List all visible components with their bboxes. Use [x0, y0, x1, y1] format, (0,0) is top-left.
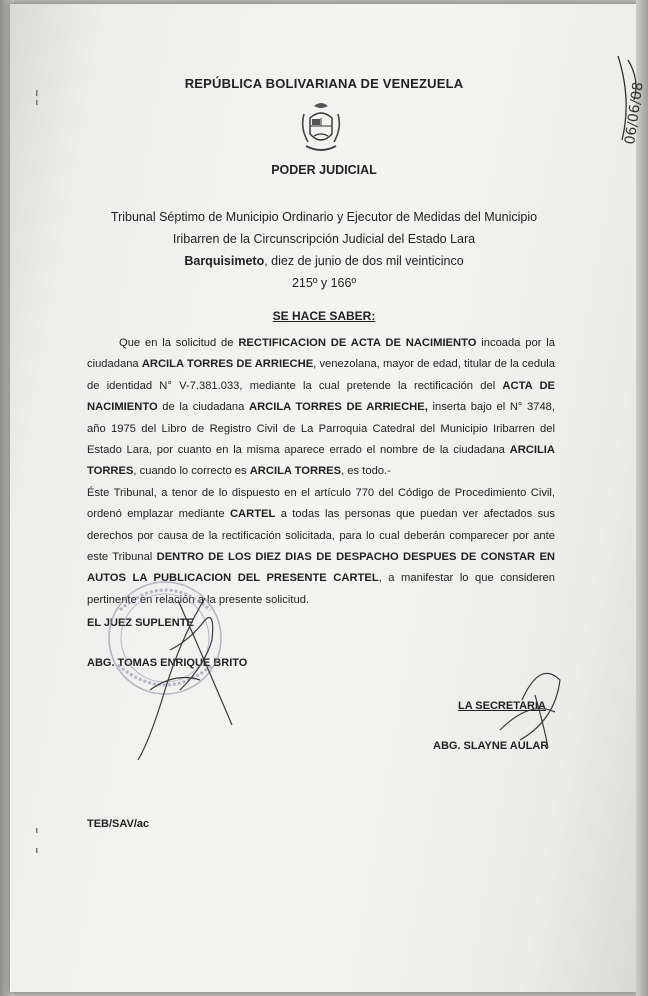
paragraph-2: Éste Tribunal, a tenor de lo dispuesto en el artículo 770 del Código de Procedimiento Civil, ordenó emplazar mediante CARTEL a todas las personas que puedan ver afectados sus derechos por causa de la rectificación solicitada, para lo cual deberán comparecer por ante este Tribunal DENTRO DE LOS DIEZ DIAS DE DESPACHO DESPUES DE CONSTAR EN AUTOS LA PUBLICACION DEL PRESENTE CARTEL, a manifestar lo que consideren pertinente en relación a la presente solicitud. — [87, 486, 556, 606]
tribunal-block — [60, 206, 588, 294]
tribunal-line-1: Tribunal Séptimo de Municipio Ordinario y Ejecutor de Medidas del Municipio — [110, 210, 538, 224]
document-reference: TEB/SAV/ac — [87, 818, 150, 830]
handwritten-margin-note: 06/06/08 — [622, 81, 647, 146]
secretary-title: LA SECRETARIA — [458, 700, 546, 712]
judge-name: ABG. TOMAS ENRIQUE BRITO — [87, 657, 248, 669]
notice-heading: SE HACE SABER: — [272, 309, 376, 323]
date-line — [60, 250, 588, 272]
notice-body — [87, 333, 555, 611]
date: , diez de junio de dos mil veinticinco — [264, 254, 464, 268]
document-title: REPÚBLICA BOLIVARIANA DE VENEZUELA — [184, 76, 464, 91]
secretary-name: ABG. SLAYNE AULAR — [433, 740, 549, 752]
tribunal-line-2: Iribarren de la Circunscripción Judicial del Estado Lara — [172, 232, 476, 246]
years-line: 215º y 166º — [291, 276, 357, 290]
scanner-right-edge — [636, 0, 648, 996]
judge-title: EL JUEZ SUPLENTE — [87, 617, 194, 629]
paragraph-1: Que en la solicitud de RECTIFICACION DE ACTA DE NACIMIENTO incoada por la ciudadana ARCILA TORRES DE ARRIECHE, venezolana, mayor de edad, titular de la cedula de identidad N° V-7.381.033, mediante la cual pretende la rectificación del ACTA DE NACIMIENTO de la ciudadana ARCILA TORRES DE ARRIECHE, inserta bajo el N° 3748, año 1975 del Libro de Registro Civil de La Parroquia Catedral del Municipio Iribarren del Estado Lara, por cuanto en la misma aparece errado el nombre de la ciudadana ARCILIA TORRES, cuando lo correcto es ARCILA TORRES, es todo.- — [87, 337, 556, 478]
city: Barquisimeto — [184, 254, 265, 268]
coat-of-arms-icon — [296, 98, 346, 158]
document-subtitle: PODER JUDICIAL — [271, 163, 377, 177]
